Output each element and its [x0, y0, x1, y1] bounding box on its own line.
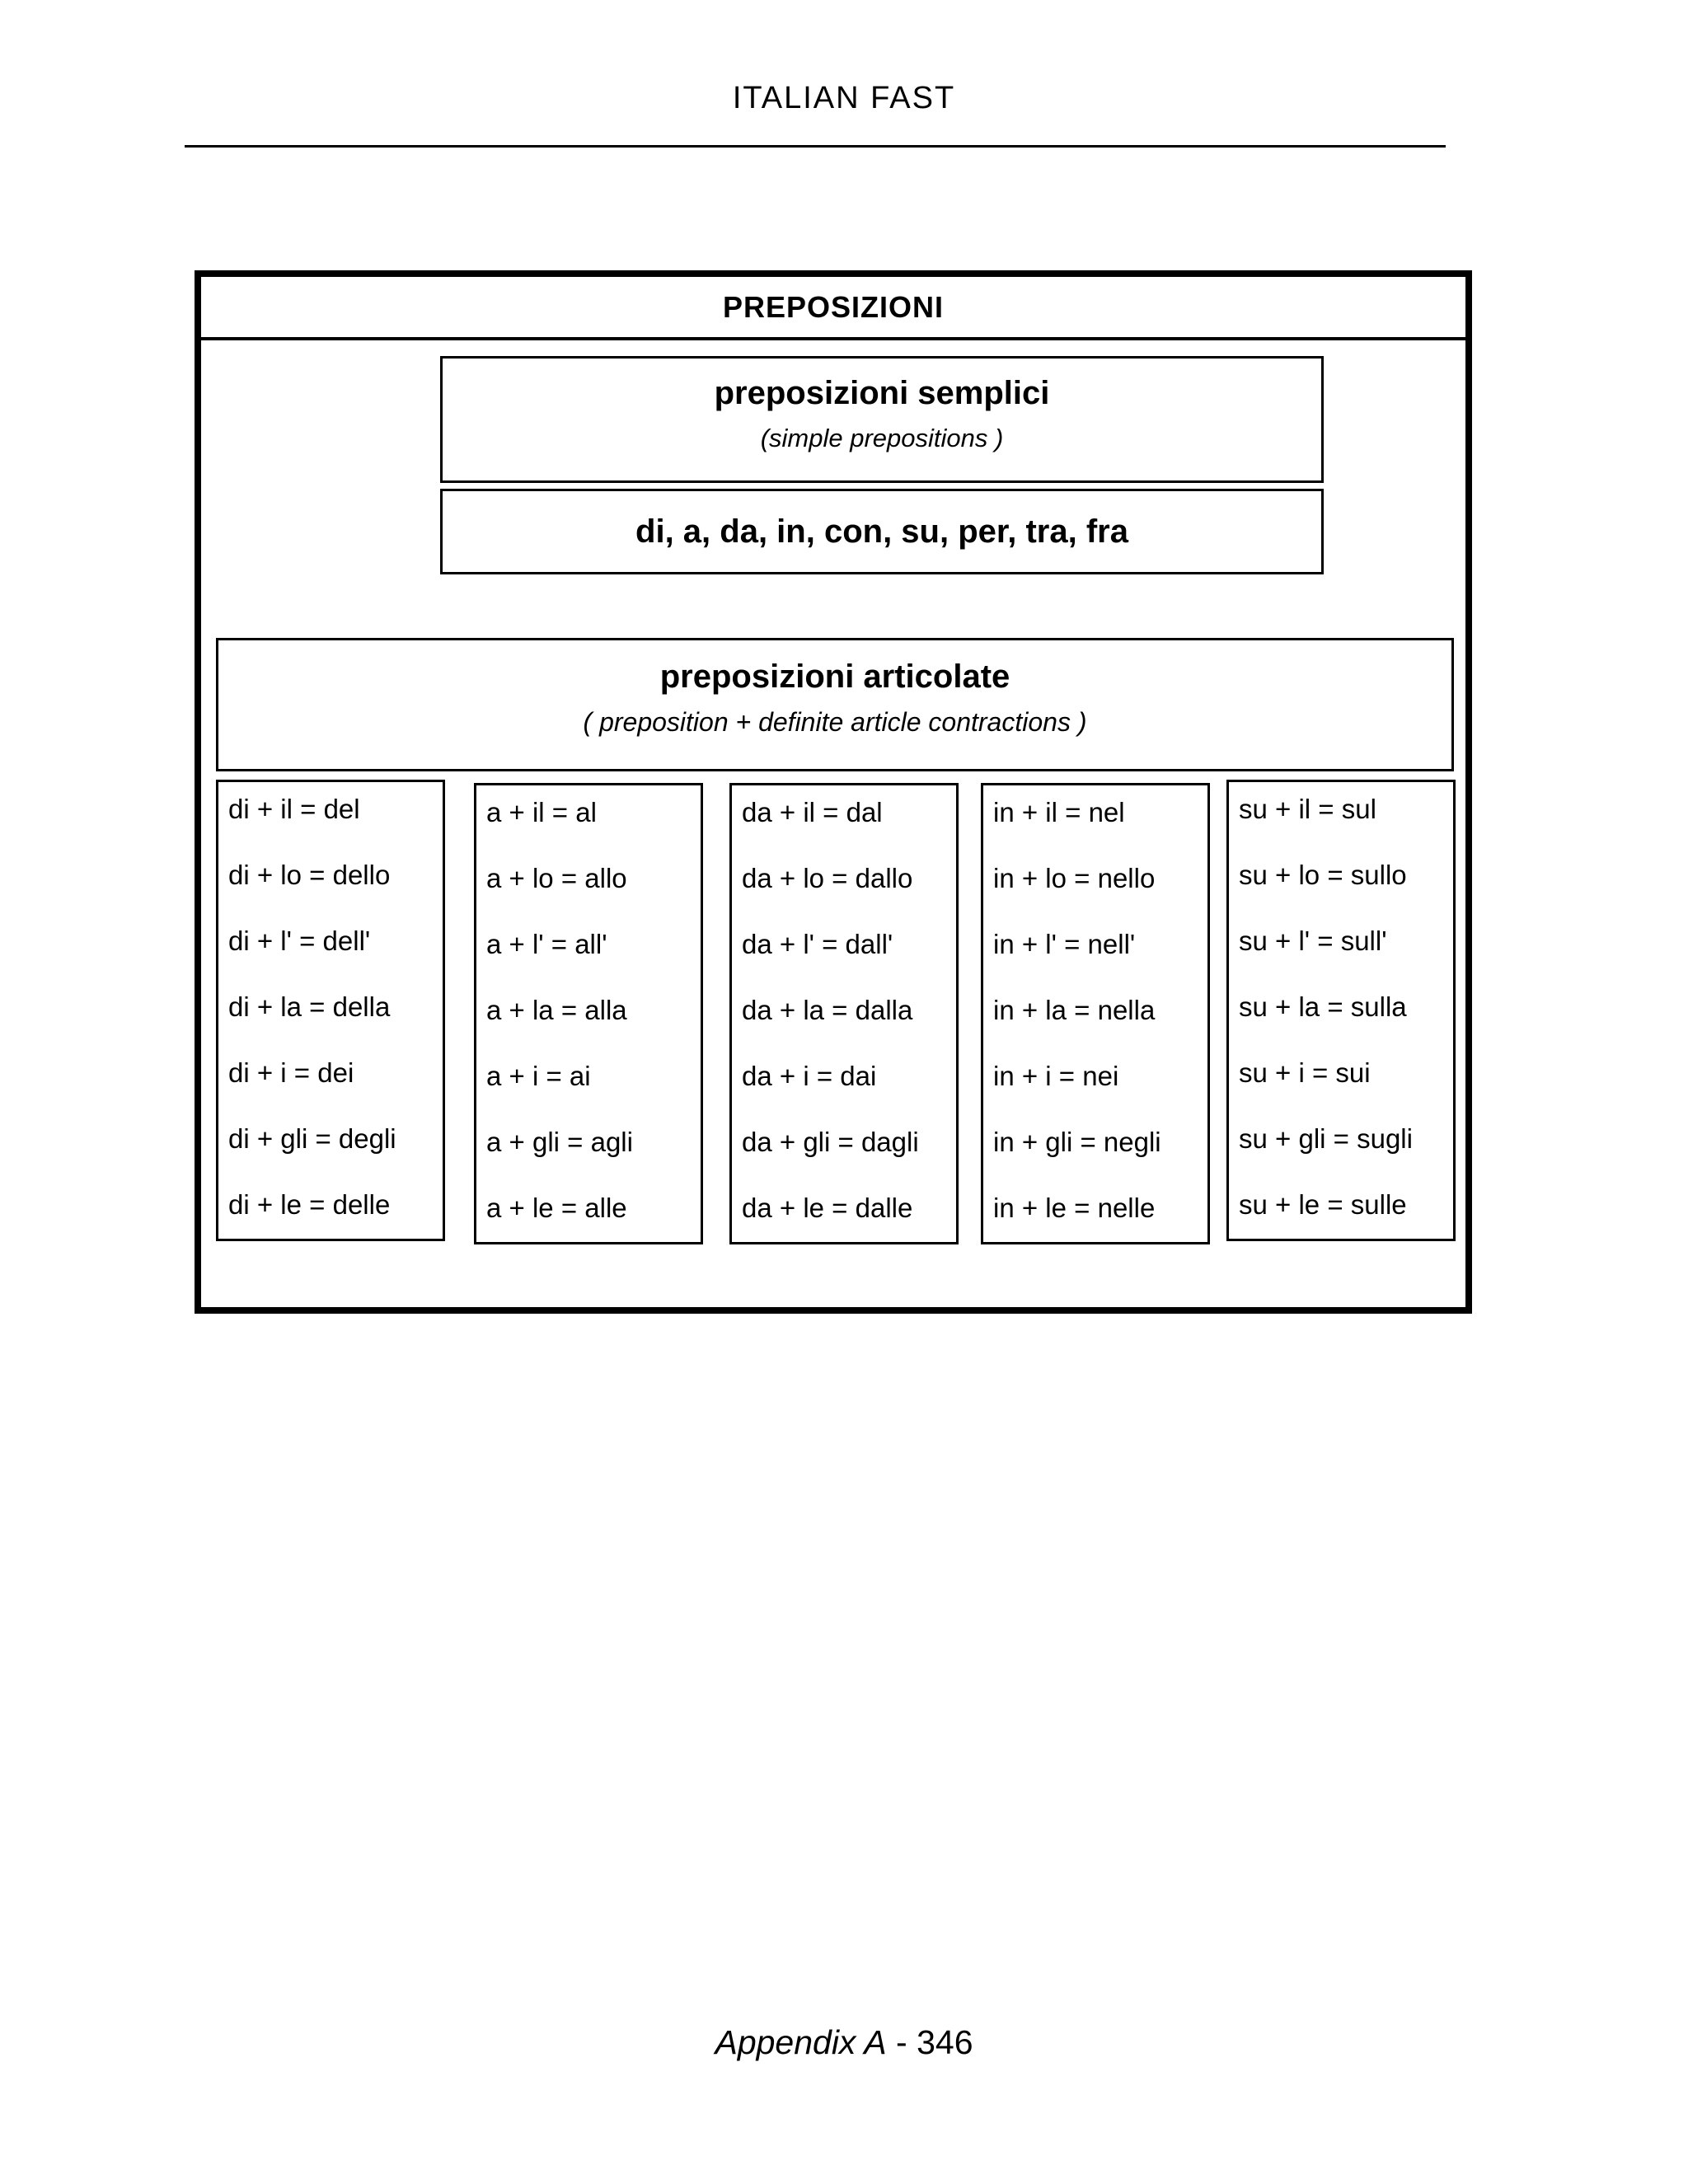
simple-prepositions-heading-box	[440, 356, 1324, 483]
contraction-row: da + il = dal	[742, 797, 883, 827]
chart-title: PREPOSIZIONI	[201, 277, 1465, 340]
contraction-row: di + la = della	[228, 991, 391, 1022]
contraction-row: in + il = nel	[993, 797, 1125, 827]
contraction-row: di + gli = degli	[228, 1123, 396, 1154]
articulated-prepositions-subtitle: ( preposition + definite article contractions )	[583, 707, 1087, 737]
contraction-row: a + gli = agli	[486, 1127, 633, 1157]
contraction-row: su + le = sulle	[1239, 1189, 1407, 1220]
contraction-row: su + i = sui	[1239, 1057, 1371, 1088]
contraction-row: a + lo = allo	[486, 863, 627, 893]
header-rule	[185, 145, 1446, 148]
contraction-row: a + la = alla	[486, 995, 627, 1025]
simple-prepositions-title: preposizioni semplici	[714, 375, 1050, 411]
contraction-row: in + i = nei	[993, 1061, 1119, 1091]
contraction-row: a + i = ai	[486, 1061, 591, 1091]
contraction-row: in + l' = nell'	[993, 929, 1136, 959]
contraction-row: da + la = dalla	[742, 995, 913, 1025]
contraction-row: su + l' = sull'	[1239, 926, 1387, 956]
contraction-row: in + le = nelle	[993, 1193, 1156, 1223]
prepositions-chart	[195, 270, 1472, 1314]
contraction-row: da + l' = dall'	[742, 929, 893, 959]
contraction-row: a + l' = all'	[486, 929, 607, 959]
contraction-row: di + lo = dello	[228, 860, 391, 890]
contraction-row: su + lo = sullo	[1239, 860, 1407, 890]
contraction-row: su + la = sulla	[1239, 991, 1407, 1022]
contraction-row: in + la = nella	[993, 995, 1156, 1025]
contraction-row: su + gli = sugli	[1239, 1123, 1413, 1154]
contraction-row: in + gli = negli	[993, 1127, 1161, 1157]
contraction-column-a	[474, 783, 703, 1244]
simple-prepositions-subtitle: (simple prepositions )	[760, 424, 1004, 452]
contraction-row: di + il = del	[228, 794, 360, 824]
contraction-row: di + l' = dell'	[228, 926, 371, 956]
contraction-column-di	[216, 780, 445, 1241]
contraction-column-su	[1226, 780, 1456, 1241]
contraction-row: di + le = delle	[228, 1189, 391, 1220]
page-number: 346	[917, 2023, 973, 2061]
page-footer	[0, 2023, 1688, 2062]
contraction-row: da + i = dai	[742, 1061, 877, 1091]
articulated-prepositions-heading-box	[216, 638, 1454, 771]
contraction-column-da	[729, 783, 959, 1244]
contraction-row: su + il = sul	[1239, 794, 1376, 824]
articulated-prepositions-title: preposizioni articolate	[659, 658, 1010, 695]
contraction-row: da + lo = dallo	[742, 863, 913, 893]
simple-prepositions-list: di, a, da, in, con, su, per, tra, fra	[440, 489, 1324, 574]
contraction-column-in	[981, 783, 1210, 1244]
running-head: ITALIAN FAST	[732, 81, 956, 115]
appendix-label: Appendix A	[715, 2023, 887, 2061]
contraction-row: a + le = alle	[486, 1193, 627, 1223]
contraction-row: a + il = al	[486, 797, 597, 827]
contraction-row: da + le = dalle	[742, 1193, 913, 1223]
contraction-row: in + lo = nello	[993, 863, 1156, 893]
contraction-row: di + i = dei	[228, 1057, 354, 1088]
contraction-row: da + gli = dagli	[742, 1127, 919, 1157]
footer-separator: -	[886, 2023, 917, 2061]
